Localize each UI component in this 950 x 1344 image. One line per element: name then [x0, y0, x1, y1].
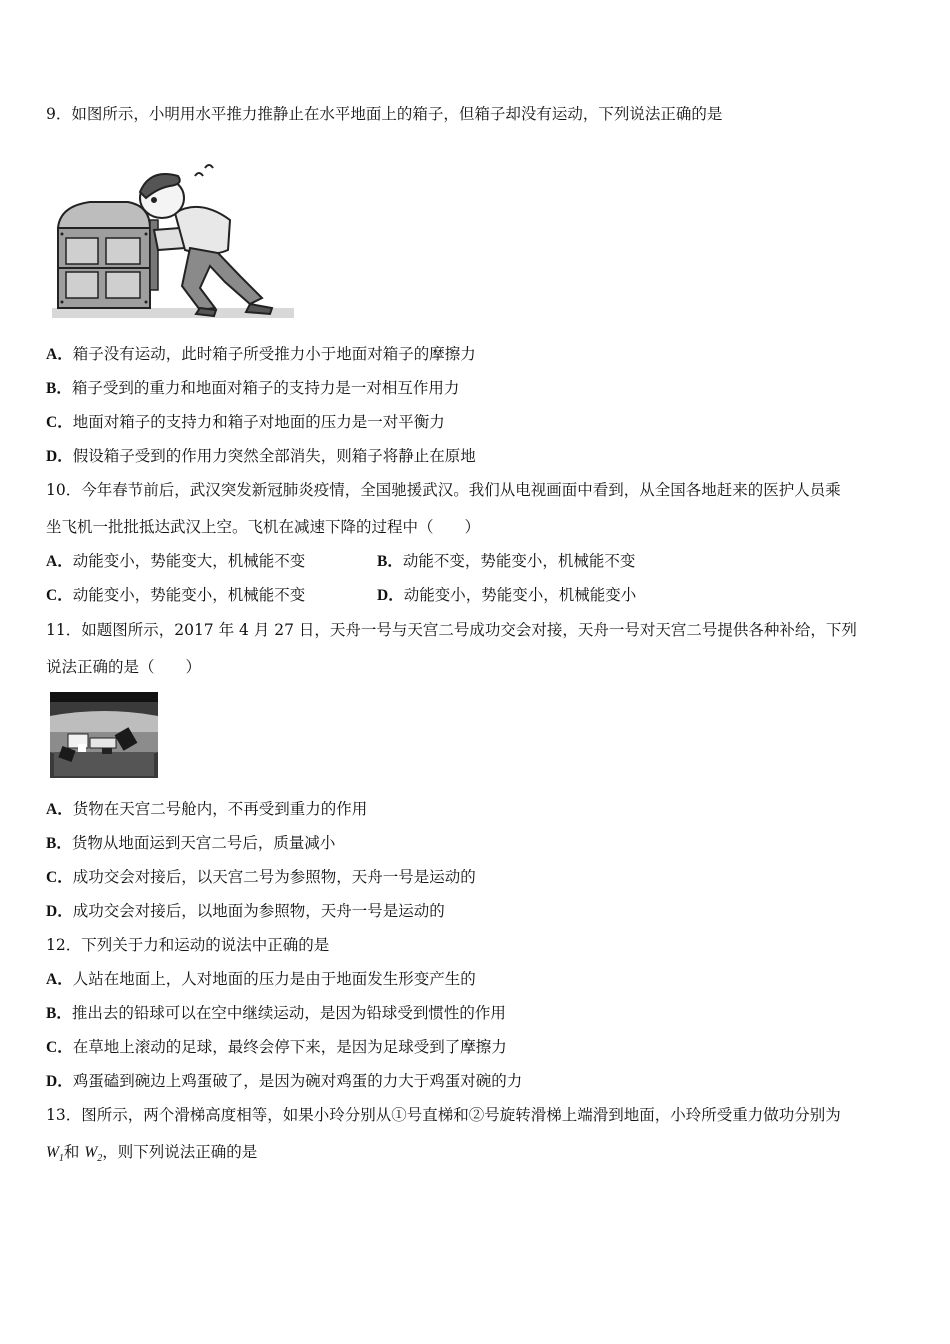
q10-stem-line2: 坐飞机一批批抵达武汉上空。飞机在减速下降的过程中（ ）: [46, 518, 481, 536]
q12-stem: 12．下列关于力和运动的说法中正确的是: [46, 936, 330, 954]
q13-stem-line2: $W_1$和 $W_2$，则下列说法正确的是: [46, 1143, 258, 1165]
q9-option-c: C．地面对箱子的支持力和箱子对地面的压力是一对平衡力: [46, 413, 445, 431]
q12-option-a: A．人站在地面上，人对地面的压力是由于地面发生形变产生的: [46, 970, 476, 988]
q11-option-a: A．货物在天宫二号舱内，不再受到重力的作用: [46, 800, 368, 818]
q11-option-b: B．货物从地面运到天宫二号后，质量减小: [46, 834, 336, 852]
q9-option-d: D．假设箱子受到的作用力突然全部消失，则箱子将静止在原地: [46, 447, 476, 465]
q11-stem-line1: 11．如题图所示，2017 年 4 月 27 日，天舟一号与天宫二号成功交会对接，天舟一号对天宫二号提供各种补给，下列: [46, 621, 857, 639]
w1-variable: $W_1$: [46, 1144, 64, 1165]
q13-stem-line1: 13．图所示，两个滑梯高度相等，如果小玲分别从①号直梯和②号旋转滑梯上端滑到地面，小玲所受重力做功分别为: [46, 1106, 841, 1124]
q10-option-d: D．动能变小，势能变小，机械能变小: [377, 586, 637, 604]
q10-option-c: C．动能变小，势能变小，机械能不变: [46, 586, 306, 604]
q11-option-c: C．成功交会对接后，以天宫二号为参照物，天舟一号是运动的: [46, 868, 476, 886]
q11-stem-line2: 说法正确的是（ ）: [46, 658, 202, 676]
q11-figure-space-docking: [50, 692, 158, 778]
q12-option-c: C．在草地上滚动的足球，最终会停下来，是因为足球受到了摩擦力: [46, 1038, 507, 1056]
q9-stem: 9．如图所示，小明用水平推力推静止在水平地面上的箱子，但箱子却没有运动，下列说法正确的是: [46, 105, 723, 123]
q11-option-d: D．成功交会对接后，以地面为参照物，天舟一号是运动的: [46, 902, 445, 920]
q9-figure-boy-pushing-box: [50, 158, 296, 320]
q12-option-b: B．推出去的铅球可以在空中继续运动，是因为铅球受到惯性的作用: [46, 1004, 506, 1022]
q10-stem-line1: 10．今年春节前后，武汉突发新冠肺炎疫情，全国驰援武汉。我们从电视画面中看到，从全国各地赶来的医护人员乘: [46, 481, 841, 499]
chest-illustration: [58, 202, 158, 308]
q9-option-a: A．箱子没有运动，此时箱子所受推力小于地面对箱子的摩擦力: [46, 345, 476, 363]
q10-option-b: B．动能不变，势能变小，机械能不变: [377, 552, 636, 570]
w2-variable: $W_2$: [84, 1144, 103, 1165]
q9-option-b: B．箱子受到的重力和地面对箱子的支持力是一对相互作用力: [46, 379, 460, 397]
q12-option-d: D．鸡蛋磕到碗边上鸡蛋破了，是因为碗对鸡蛋的力大于鸡蛋对碗的力: [46, 1072, 523, 1090]
q10-option-a: A．动能变小，势能变大，机械能不变: [46, 552, 306, 570]
